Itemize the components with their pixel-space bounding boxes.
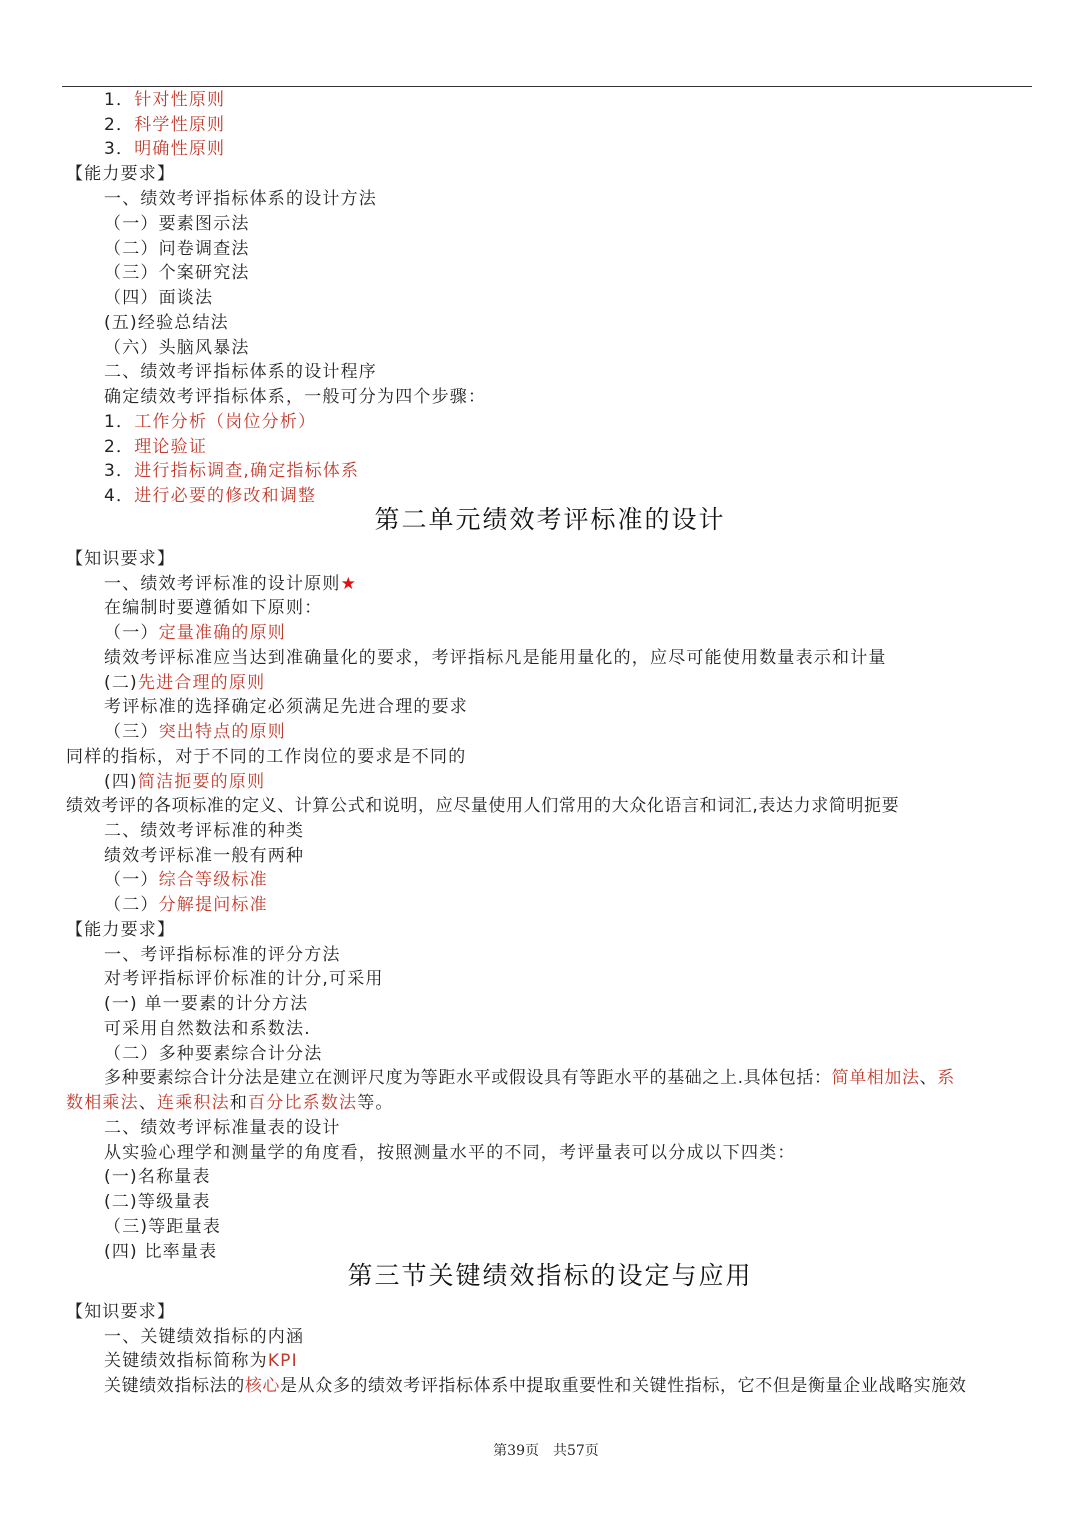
- paragraph: 多种要素综合计分法是建立在测评尺度为等距水平或假设具有等距水平的基础之上.具体包括：简单相加法、系: [104, 1068, 955, 1088]
- scale-item: (一)名称量表: [104, 1167, 211, 1187]
- subheading: 一、绩效考评指标体系的设计方法: [104, 189, 377, 209]
- star-icon: ★: [340, 574, 358, 594]
- step-item: 4．进行必要的修改和调整: [104, 486, 317, 506]
- method-item: （四）面谈法: [104, 288, 214, 308]
- page-footer: 第39页 共57页: [493, 1443, 599, 1459]
- step-item: 3．进行指标调查,确定指标体系: [104, 461, 360, 481]
- section-tag: 【知识要求】: [66, 1302, 176, 1322]
- header-rule: [62, 86, 1032, 87]
- step-item: 1．工作分析（岗位分析）: [104, 412, 317, 432]
- subheading: 一、绩效考评标准的设计原则★: [104, 574, 358, 594]
- subheading: 二、绩效考评标准量表的设计: [104, 1118, 341, 1138]
- list-item: 3．明确性原则: [104, 139, 226, 159]
- method-item: （二）问卷调查法: [104, 239, 250, 259]
- paragraph: 从实验心理学和测量学的角度看，按照测量水平的不同，考评量表可以分成以下四类：: [104, 1143, 796, 1163]
- scale-item: (二)等级量表: [104, 1192, 211, 1212]
- paragraph: 对考评指标评价标准的计分,可采用: [104, 969, 384, 989]
- paragraph: 绩效考评标准一般有两种: [104, 846, 305, 866]
- method-item: (五)经验总结法: [104, 313, 229, 333]
- section-tag: 【能力要求】: [66, 920, 176, 940]
- subheading: 二、绩效考评标准的种类: [104, 821, 305, 841]
- subheading: 二、绩效考评指标体系的设计程序: [104, 362, 377, 382]
- step-item: 2．理论验证: [104, 437, 208, 457]
- section-heading: 第三节关键绩效指标的设定与应用: [347, 1261, 753, 1290]
- method-item: （二）多种要素综合计分法: [104, 1044, 323, 1064]
- paragraph: 考评标准的选择确定必须满足先进合理的要求: [104, 697, 468, 717]
- paragraph: 同样的指标，对于不同的工作岗位的要求是不同的: [66, 747, 467, 767]
- method-item: (一) 单一要素的计分方法: [104, 994, 309, 1014]
- principle-item: （一）定量准确的原则: [104, 623, 287, 643]
- principle-item: (四)简洁扼要的原则: [104, 772, 266, 792]
- method-item: （六）头脑风暴法: [104, 338, 250, 358]
- unit-heading: 第二单元绩效考评标准的设计: [374, 505, 726, 534]
- paragraph: 可采用自然数法和系数法.: [104, 1019, 311, 1039]
- method-item: （三）个案研究法: [104, 263, 250, 283]
- paragraph: 绩效考评的各项标准的定义、计算公式和说明，应尽量使用人们常用的大众化语言和词汇,表达力求简明扼要: [66, 796, 900, 816]
- paragraph: 确定绩效考评指标体系，一般可分为四个步骤：: [104, 387, 487, 407]
- principle-item: (二)先进合理的原则: [104, 673, 266, 693]
- scale-item: (四) 比率量表: [104, 1242, 218, 1262]
- subheading: 一、考评指标标准的评分方法: [104, 945, 341, 965]
- subheading: 一、关键绩效指标的内涵: [104, 1327, 305, 1347]
- section-tag: 【知识要求】: [66, 549, 176, 569]
- list-item: 1．针对性原则: [104, 90, 226, 110]
- section-tag: 【能力要求】: [66, 164, 176, 184]
- paragraph: 在编制时要遵循如下原则：: [104, 598, 323, 618]
- paragraph: 数相乘法、连乘积法和百分比系数法等。: [66, 1093, 394, 1113]
- paragraph: 绩效考评标准应当达到准确量化的要求，考评指标凡是能用量化的，应尽可能使用数量表示和计量: [104, 648, 887, 668]
- paragraph: 关键绩效指标法的核心是从众多的绩效考评指标体系中提取重要性和关键性指标，它不但是衡量企业战略实施效: [104, 1376, 967, 1396]
- type-item: （一）综合等级标准: [104, 870, 268, 890]
- principle-item: （三）突出特点的原则: [104, 722, 287, 742]
- method-item: （一）要素图示法: [104, 214, 250, 234]
- scale-item: （三)等距量表: [104, 1217, 222, 1237]
- list-item: 2．科学性原则: [104, 115, 226, 135]
- paragraph: 关键绩效指标简称为KPI: [104, 1351, 298, 1371]
- type-item: （二）分解提问标准: [104, 895, 268, 915]
